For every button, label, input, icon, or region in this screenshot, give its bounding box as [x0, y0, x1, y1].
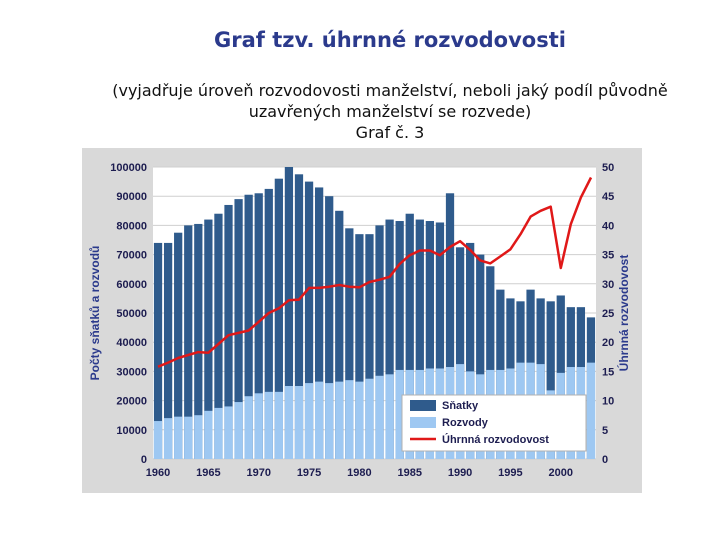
x-tick-label: 1990 — [447, 467, 473, 479]
right-tick-label: 45 — [602, 191, 615, 204]
left-tick-label: 50000 — [116, 308, 147, 320]
legend-label: Úhrnná rozvodovost — [442, 434, 549, 446]
x-tick-label: 1985 — [397, 467, 422, 479]
bar-divorces — [245, 396, 253, 459]
bar-divorces — [325, 383, 333, 459]
bar-divorces — [295, 386, 303, 459]
bar-divorces — [265, 392, 273, 459]
bar-divorces — [194, 415, 202, 459]
right-tick-label: 35 — [602, 249, 615, 262]
right-tick-label: 40 — [602, 220, 615, 233]
right-tick-label: 15 — [602, 366, 615, 379]
bar-divorces — [345, 380, 353, 459]
left-axis-label: Počty sňatků a rozvodů — [88, 245, 102, 381]
left-tick-label: 60000 — [116, 278, 147, 291]
bar-divorces — [305, 383, 313, 459]
left-tick-label: 100000 — [110, 162, 147, 174]
legend-label: Sňatky — [442, 400, 479, 412]
right-tick-label: 20 — [602, 337, 615, 350]
x-tick-label: 1965 — [196, 467, 221, 479]
right-tick-label: 0 — [602, 454, 609, 466]
left-tick-label: 20000 — [116, 395, 147, 408]
bar-divorces — [275, 392, 283, 459]
right-tick-label: 5 — [602, 424, 609, 437]
left-tick-label: 90000 — [116, 191, 147, 204]
bar-divorces — [315, 382, 323, 459]
page-title: Graf tzv. úhrnné rozvodovosti — [214, 28, 566, 52]
x-tick-label: 1975 — [296, 467, 322, 479]
bar-divorces — [375, 376, 383, 459]
bar-divorces — [335, 382, 343, 459]
x-tick-label: 1995 — [498, 467, 523, 479]
x-axis-ticks — [146, 467, 573, 479]
left-tick-label: 40000 — [116, 337, 147, 350]
bar-divorces — [255, 393, 263, 459]
bar-divorces — [587, 363, 595, 459]
bar-divorces — [204, 411, 212, 459]
right-tick-label: 50 — [602, 162, 615, 174]
left-tick-label: 10000 — [116, 424, 147, 437]
subtitle-line-2: uzavřených manželství se rozvede) — [248, 102, 532, 121]
legend-label: Rozvody — [442, 417, 488, 429]
bar-divorces — [164, 418, 172, 459]
bar-divorces — [214, 408, 222, 459]
left-tick-label: 0 — [140, 454, 147, 466]
legend-swatch — [410, 400, 436, 411]
legend-swatch — [410, 417, 436, 428]
bar-divorces — [184, 417, 192, 459]
right-axis-label: Úhrnná rozvodovost — [617, 254, 631, 372]
right-tick-label: 25 — [602, 308, 615, 320]
left-tick-label: 70000 — [116, 249, 147, 262]
page-subtitle — [40, 80, 720, 143]
divorce-rate-chart — [82, 148, 642, 493]
bar-divorces — [355, 382, 363, 459]
legend — [402, 395, 586, 451]
right-tick-label: 10 — [602, 395, 615, 408]
bar-divorces — [365, 379, 373, 459]
right-tick-label: 30 — [602, 278, 615, 291]
left-tick-label: 30000 — [116, 366, 147, 379]
x-tick-label: 2000 — [548, 467, 574, 479]
bar-divorces — [224, 406, 232, 459]
bar-divorces — [285, 386, 293, 459]
subtitle-line-1: (vyjadřuje úroveň rozvodovosti manželství, neboli jaký podíl původně — [112, 81, 668, 100]
x-tick-label: 1970 — [246, 467, 271, 479]
bar-divorces — [385, 374, 393, 459]
left-tick-label: 80000 — [116, 220, 147, 233]
bar-divorces — [234, 402, 242, 459]
bar-divorces — [154, 421, 162, 459]
x-tick-label: 1960 — [145, 467, 171, 479]
bar-divorces — [174, 417, 182, 459]
x-tick-label: 1980 — [347, 467, 372, 479]
subtitle-line-3: Graf č. 3 — [355, 123, 425, 142]
